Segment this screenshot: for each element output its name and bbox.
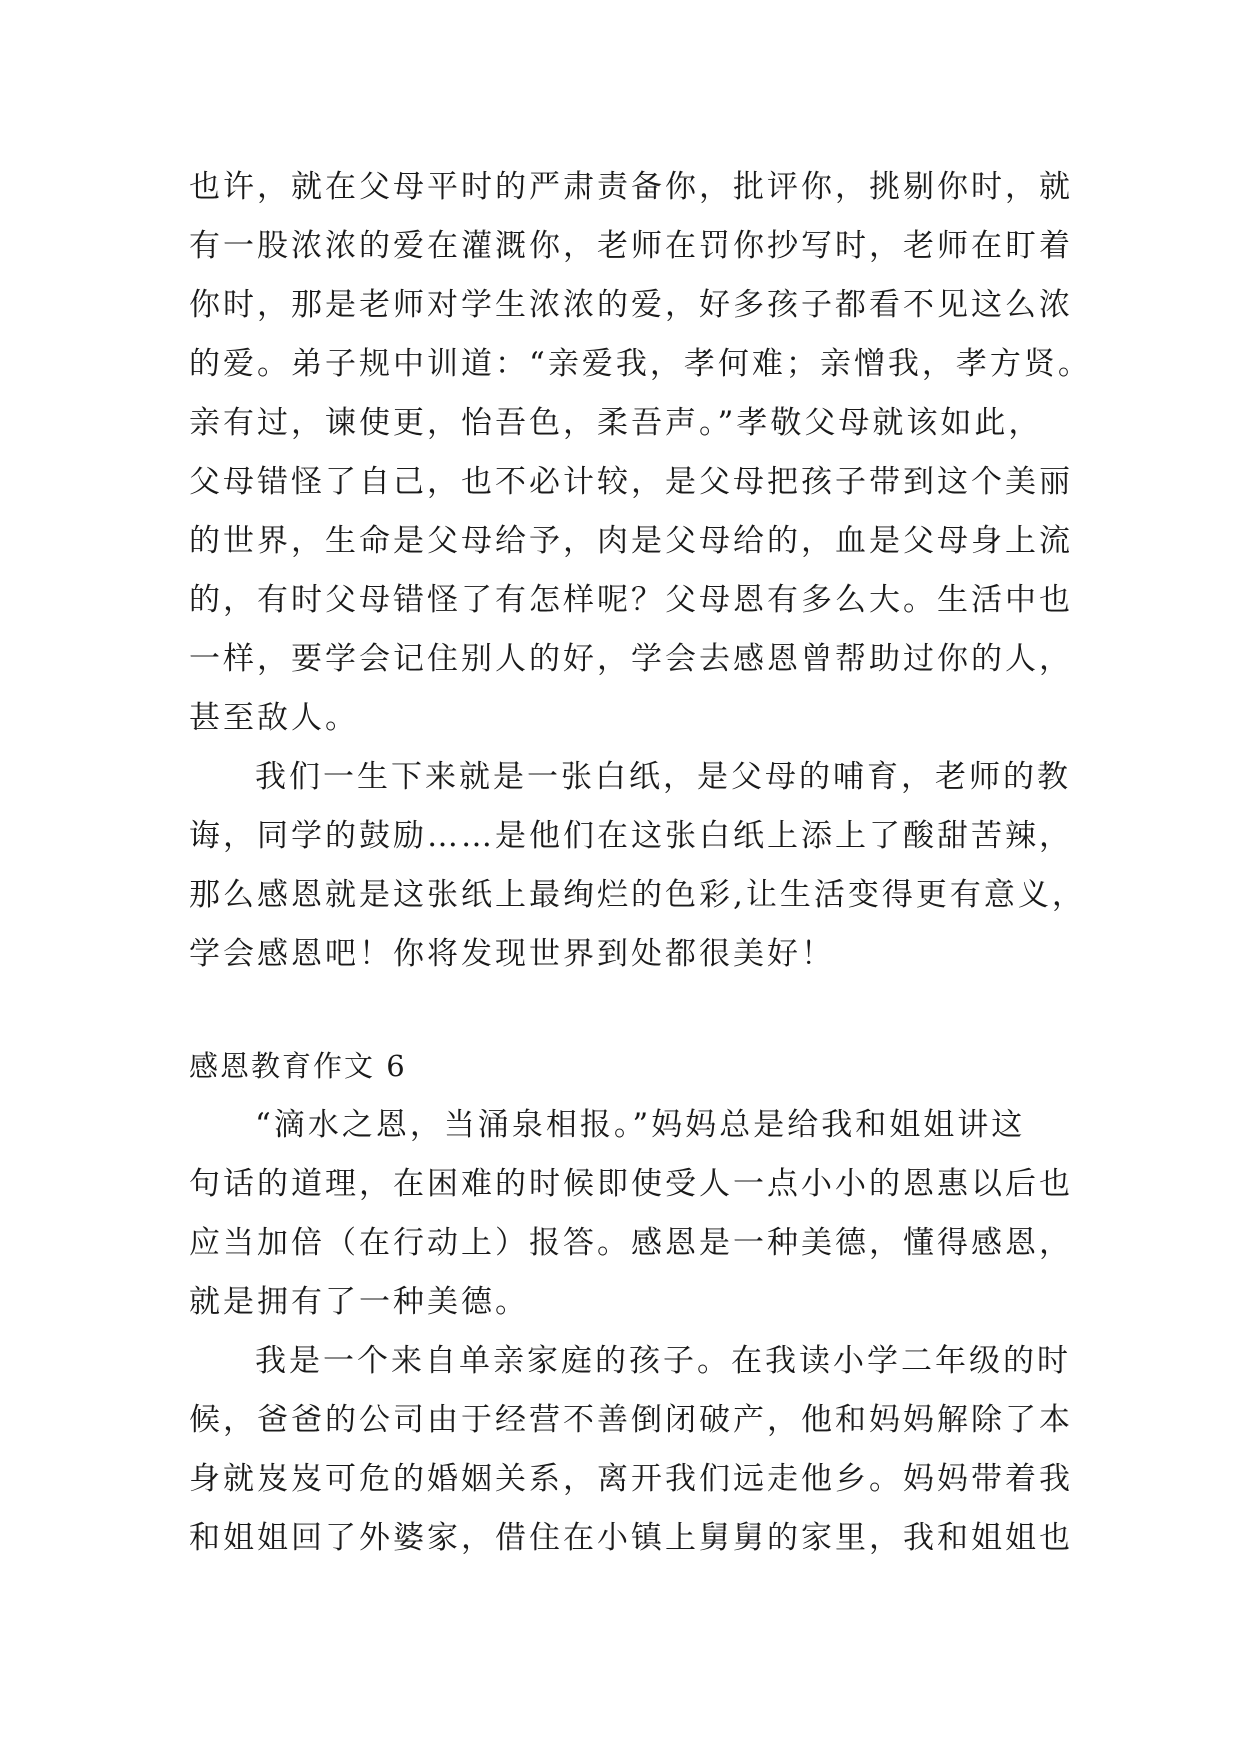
paragraph-4 [189,1332,1073,1568]
text-line: 的，有时父母错怪了有怎样呢？父母恩有多么大。生活中也 [189,582,1073,618]
section-title: 感恩教育作文 6 [189,1049,407,1083]
text-line: 身就岌岌可危的婚姻关系，离开我们远走他乡。妈妈带着我 [189,1461,1073,1497]
text-line: 学会感恩吧！你将发现世界到处都很美好！ [189,936,835,972]
text-line: 我们一生下来就是一张白纸，是父母的哺育，老师的教 [255,759,1071,795]
text-line: 有一股浓浓的爱在灌溉你，老师在罚你抄写时，老师在盯着 [189,228,1073,264]
text-line: 和姐姐回了外婆家，借住在小镇上舅舅的家里，我和姐姐也 [189,1520,1073,1556]
paragraph-3 [189,1096,1073,1332]
text-line: 你时，那是老师对学生浓浓的爱，好多孩子都看不见这么浓 [189,287,1073,323]
text-line: 的世界，生命是父母给予，肉是父母给的，血是父母身上流 [189,523,1073,559]
text-line: 甚至敌人。 [189,700,359,736]
text-line: 也许，就在父母平时的严肃责备你，批评你，挑剔你时，就 [189,169,1073,205]
section-spacer [189,984,1069,1037]
text-line: 父母错怪了自己，也不必计较，是父母把孩子带到这个美丽 [189,464,1073,500]
text-line: 就是拥有了一种美德。 [189,1284,529,1320]
text-line: 的爱。弟子规中训道：“亲爱我，孝何难；亲憎我，孝方贤。 [189,346,1092,382]
paragraph-2 [189,748,1086,984]
text-line: 那么感恩就是这张纸上最绚烂的色彩,让生活变得更有意义， [189,877,1086,913]
text-line: 诲，同学的鼓励……是他们在这张白纸上添上了酸甜苦辣， [189,818,1073,854]
text-line: 亲有过，谏使更，怡吾色，柔吾声。”孝敬父母就该如此， [189,405,1043,441]
text-line: 候，爸爸的公司由于经营不善倒闭破产，他和妈妈解除了本 [189,1402,1073,1438]
text-line: 应当加倍（在行动上）报答。感恩是一种美德，懂得感恩， [189,1225,1073,1261]
paragraph-1 [189,158,1092,748]
text-line: “滴水之恩，当涌泉相报。”妈妈总是给我和姐姐讲这 [255,1107,1026,1143]
text-line: 我是一个来自单亲家庭的孩子。在我读小学二年级的时 [255,1343,1071,1379]
text-line: 一样，要学会记住别人的好，学会去感恩曾帮助过你的人， [189,641,1073,677]
text-line: 句话的道理，在困难的时候即使受人一点小小的恩惠以后也 [189,1166,1073,1202]
document-body [189,158,1092,1568]
